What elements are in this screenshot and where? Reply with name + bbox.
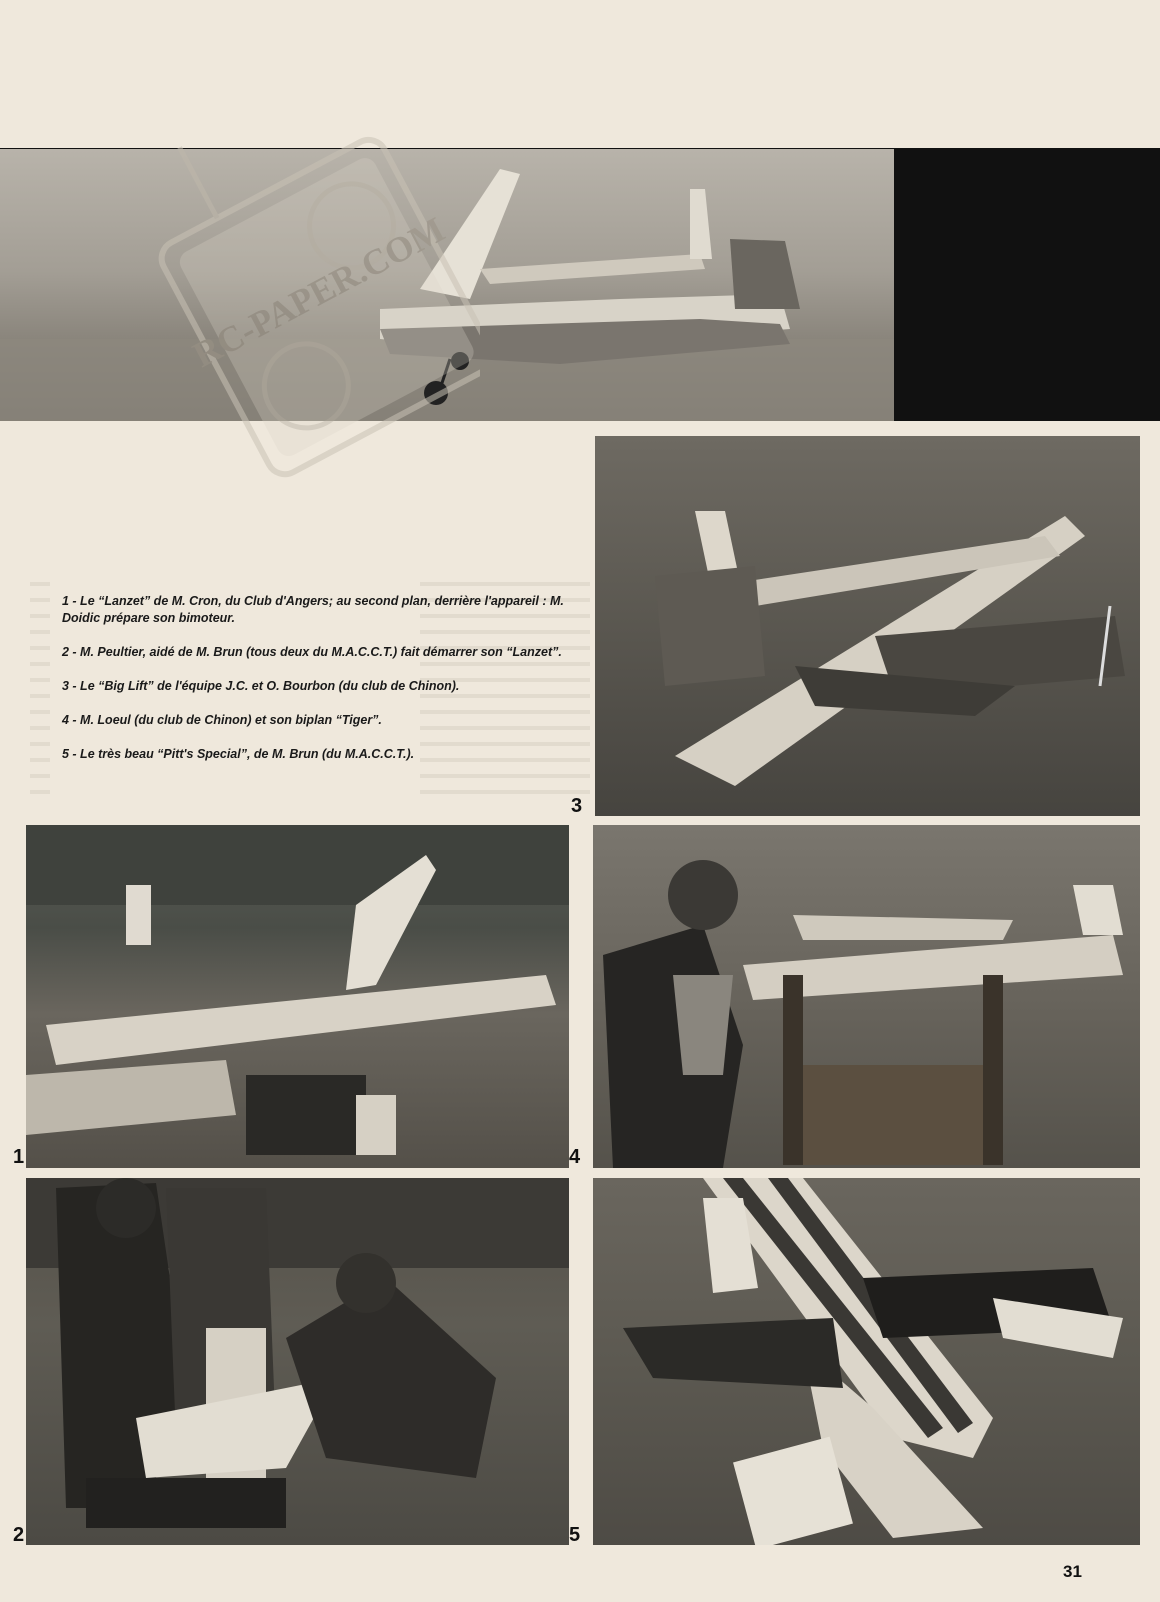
caption-5: 5 - Le très beau “Pitt's Special”, de M. Brun (du M.A.C.C.T.). [62, 747, 415, 761]
caption-4: 4 - M. Loeul (du club de Chinon) et son biplan “Tiger”. [62, 713, 382, 727]
caption-3: 3 - Le “Big Lift” de l'équipe J.C. et O. Bourbon (du club de Chinon). [62, 679, 460, 693]
watermark-stamp [150, 90, 480, 480]
photo-4-tiger-biplane [593, 825, 1140, 1168]
captions-block [62, 593, 582, 780]
photo-number-3: 3 [571, 795, 583, 817]
black-block [894, 149, 1160, 421]
photo-5-pitts-special [593, 1178, 1140, 1545]
page-number: 31 [1063, 1562, 1082, 1581]
photo-2-starting-lanzet [26, 1178, 569, 1545]
show-through-text [30, 570, 50, 800]
photo-1-lanzet-ground [26, 825, 569, 1168]
watermark-text: RC-PAPER.COM [186, 209, 451, 376]
caption-2: 2 - M. Peultier, aidé de M. Brun (tous deux du M.A.C.C.T.) fait démarrer son “Lanzet”. [62, 645, 562, 659]
photo-number-2: 2 [13, 1524, 25, 1546]
caption-1: 1 - Le “Lanzet” de M. Cron, du Club d'Angers; au second plan, derrière l'appareil : M. Doidic prépare son bimoteur. [62, 594, 564, 625]
photo-number-5: 5 [569, 1524, 581, 1546]
photo-number-4: 4 [569, 1146, 581, 1168]
photo-3-big-lift [595, 436, 1140, 816]
photo-number-1: 1 [13, 1146, 25, 1168]
